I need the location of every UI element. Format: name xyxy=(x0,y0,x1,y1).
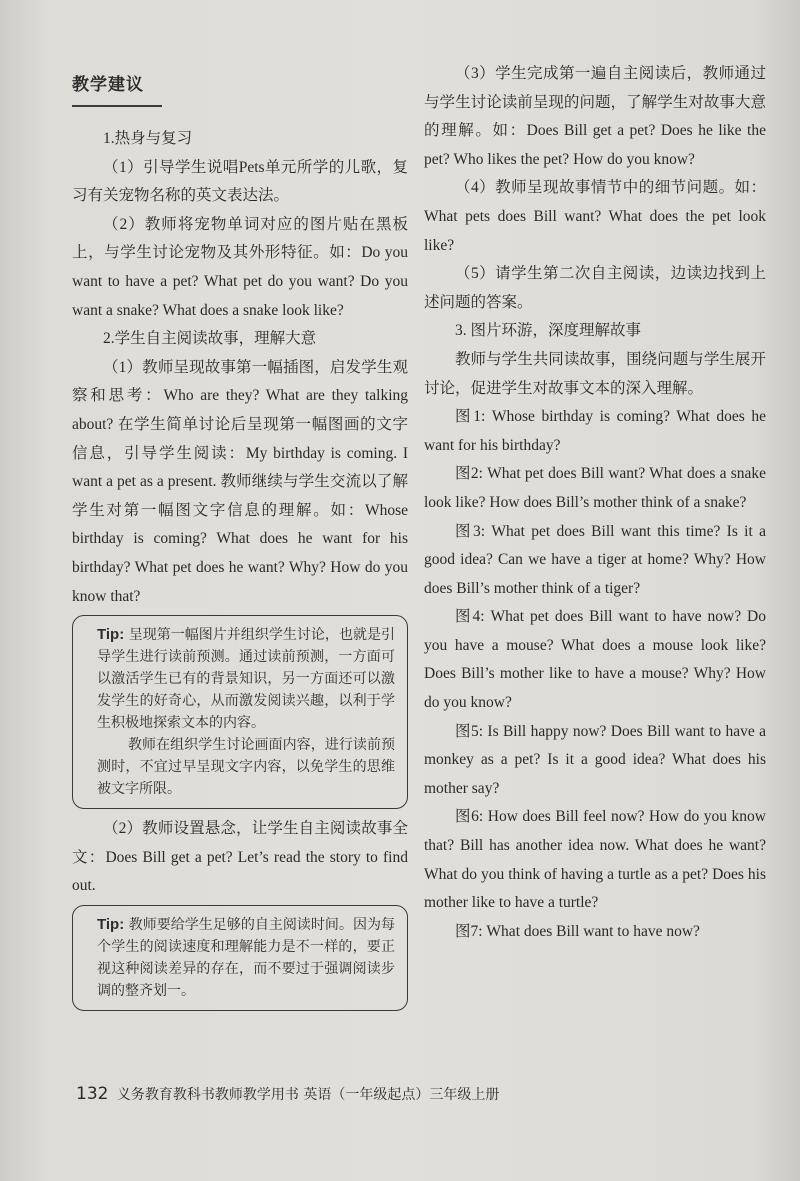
tip-box xyxy=(72,615,408,809)
book-title: 义务教育教科书教师教学用书 英语（一年级起点）三年级上册 xyxy=(116,1087,500,1103)
page-footer xyxy=(76,1084,499,1104)
question-picture-5: 图5: Is Bill happy now? Does Bill want to have a monkey as a pet? Is it a good idea? What does his mother say? xyxy=(424,722,766,797)
right-column xyxy=(424,60,766,946)
tip-label: Tip: xyxy=(97,626,125,644)
tip-label: Tip: xyxy=(97,915,125,933)
question-picture-1: 图1: Whose birthday is coming? What does he want for his birthday? xyxy=(424,408,766,454)
left-column xyxy=(72,60,408,1017)
question-picture-7: 图7: What does Bill want to have now? xyxy=(455,922,700,940)
question-picture-4: 图4: What pet does Bill want to have now? Do you have a mouse? What does a mouse look like? Does Bill’s mother like to have a mouse? Why? How do you know? xyxy=(424,608,766,712)
paragraph: （5）请学生第二次自主阅读，边读边找到上述问题的答案。 xyxy=(424,265,766,311)
question-picture-6: 图6: How does Bill feel now? How do you know that? Bill has another idea now. What does he want? What do you think of having a turtle as a pet? Does his mother like to have a turtle? xyxy=(424,808,766,912)
tip-text: 呈现第一幅图片并组织学生讨论，也就是引导学生进行读前预测。通过读前预测，一方面可以激活学生已有的背景知识，另一方面还可以激发学生的好奇心，从而激发阅读兴趣，以利于学生积极地探索文本的内容。 xyxy=(97,627,395,732)
paragraph: （1）教师呈现故事第一幅插图，启发学生观察和思考：Who are they? What are they talking about? 在学生简单讨论后呈现第一幅图画的文字信息，引导学生阅读：My birthday is coming. I want a pet as a present. 教师继续与学生交流以了解学生对第一幅图文字信息的理解。如：Whose birthday is coming? What does he want for his birthday? What pet does he want? Why? How do you know that? xyxy=(72,358,408,605)
tip-box xyxy=(72,905,408,1011)
paragraph: （2）教师将宠物单词对应的图片贴在黑板上，与学生讨论宠物及其外形特征。如：Do you want to have a pet? What pet do you want? Do you want a snake? What does a snake look like? xyxy=(72,215,408,319)
question-picture-3: 图3: What pet does Bill want this time? Is it a good idea? Can we have a tiger at home? Why? How does Bill’s mother think of a tiger? xyxy=(424,522,766,597)
paragraph-picture-walk-heading: 3. 图片环游，深度理解故事 xyxy=(455,322,642,340)
section-title: 教学建议 xyxy=(72,60,162,107)
page-number: 132 xyxy=(76,1084,109,1104)
tip-text: 教师在组织学生讨论画面内容，进行读前预测时，不宜过早呈现文字内容，以免学生的思维被文字所限。 xyxy=(97,737,395,798)
tip-text: 教师要给学生足够的自主阅读时间。因为每个学生的阅读速度和理解能力是不一样的，要正视这种阅读差异的存在，而不要过于强调阅读步调的整齐划一。 xyxy=(97,916,395,999)
paragraph-reading-heading: 2.学生自主阅读故事，理解大意 xyxy=(103,330,317,348)
paragraph: （1）引导学生说唱Pets单元所学的儿歌，复习有关宠物名称的英文表达法。 xyxy=(72,158,408,205)
paragraph: 教师与学生共同读故事，围绕问题与学生展开讨论，促进学生对故事文本的深入理解。 xyxy=(424,350,766,397)
paragraph: （3）学生完成第一遍自主阅读后，教师通过与学生讨论读前呈现的问题，了解学生对故事大意的理解。如：Does Bill get a pet? Does he like the pet? Who likes the pet? How do you know? xyxy=(424,65,766,168)
question-picture-2: 图2: What pet does Bill want? What does a snake look like? How does Bill’s mother think of a snake? xyxy=(424,465,766,511)
paragraph: （2）教师设置悬念，让学生自主阅读故事全文：Does Bill get a pet? Let’s read the story to find out. xyxy=(72,820,408,895)
paragraph-warmup-heading: 1.热身与复习 xyxy=(103,130,193,147)
paragraph: （4）教师呈现故事情节中的细节问题。如：What pets does Bill want? What does the pet look like? xyxy=(424,179,766,254)
